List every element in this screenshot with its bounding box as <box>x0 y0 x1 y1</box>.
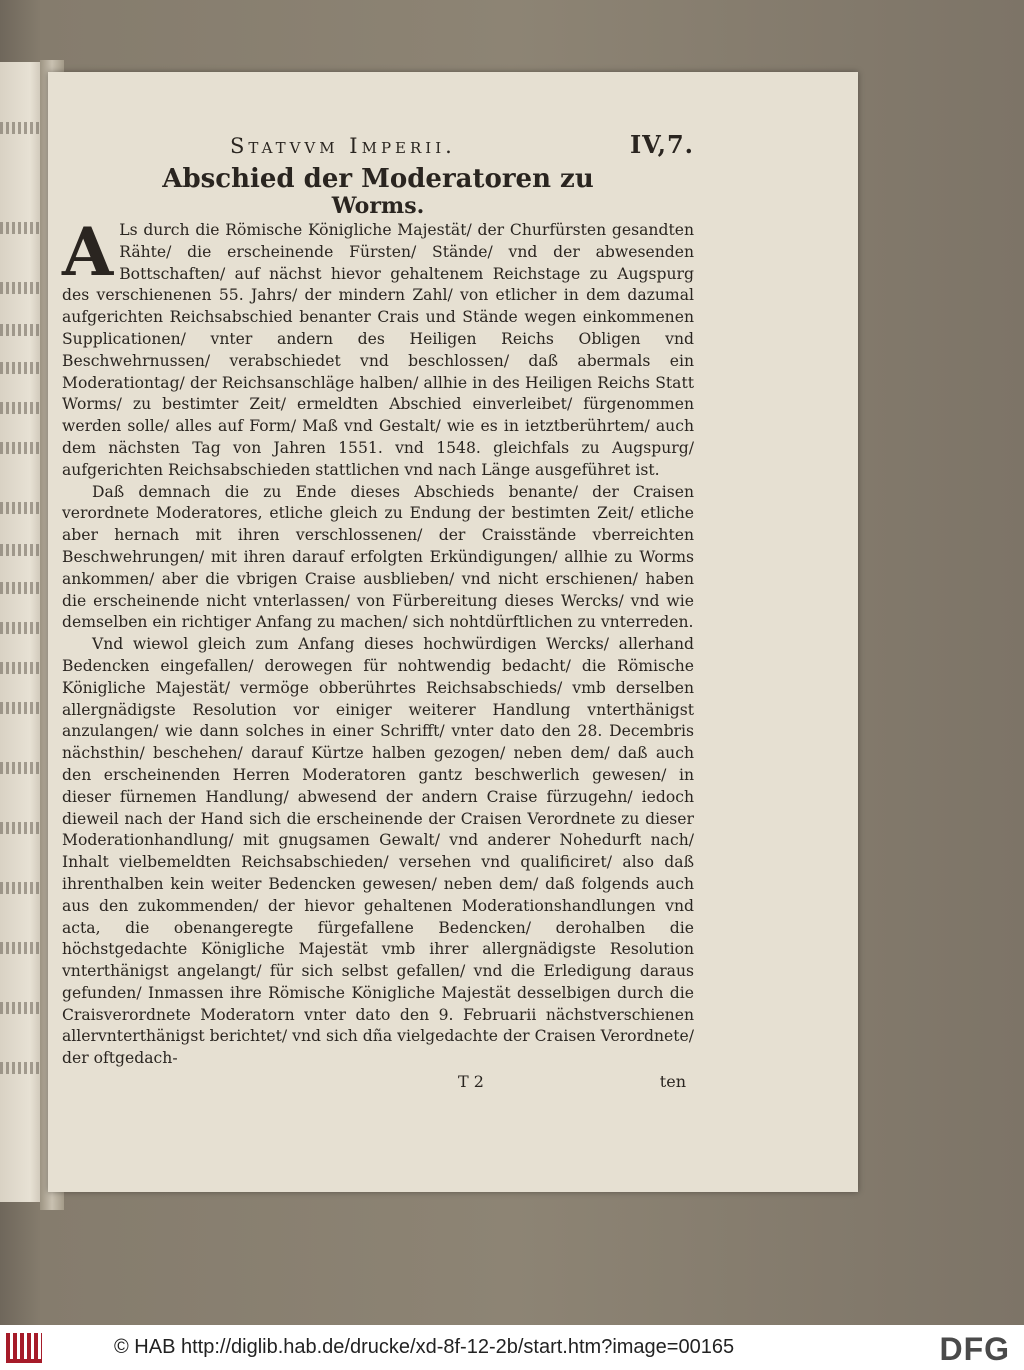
body-text <box>62 213 694 1070</box>
hab-logo-icon <box>6 1333 42 1363</box>
section-subheading: Worms. <box>331 193 425 219</box>
section-heading: Abschied der Moderatoren zu <box>162 164 594 194</box>
paragraph-1-text: Ls durch die Römische Königliche Majestät/ der Churfürsten gesandten Rähte/ die erscheinende Fürsten/ Stände/ vnd der abwesenden Bottschaften/ auf nächst hievor gehaltenem Reichstage zu Augspurg des verschienenen 55. Jahrs/ der mindern Zahl/ von etlicher in dem dazumal aufgerichten Reichsabschied benanter Crais und Stände wegen einkommenen Supplicationen/ vnter andern des Heiligen Reichs Obligen vnd Beschwehrnussen/ verabschiedet vnd beschlossen/ daß abermals ein Moderationtag/ der Reichsanschläge halben/ allhie in des Heiligen Reichs Statt Worms/ zu bestimter Zeit/ ermeldten Abschied einverleibet/ fürgenommen werden solle/ alles auf Form/ Maß vnd Gestalt/ wie es in ietztberührtem/ auch dem nächsten Tag von Jahren 1551. vnd 1548. gleichfals zu Augspurg/ aufgerichten Reichsabschieden stattlichen vnd nach Länge ausgeführet ist. <box>62 221 694 479</box>
copyright-url[interactable]: © HAB http://diglib.hab.de/drucke/xd-8f-12-2b/start.htm?image=00165 <box>114 1336 735 1358</box>
drop-initial: A <box>62 213 114 291</box>
paragraph-3: Vnd wiewol gleich zum Anfang dieses hochwürdigen Wercks/ allerhand Bedencken eingefallen/ derowegen für nohtwendig bedacht/ die Römische Königliche Majestät/ vermöge obberührtes Reichsabschieds/ vmb derselben allergnädigste Resolution vor einiger weiterer Handlung vnterthänigst anzulangen/ wie dann solches in einer Schrifft/ vnter dato den 28. Decembris nächsthin/ beschehen/ darauf Kürtze halben gezogen/ neben dem/ daß auch den erscheinenden Herren Moderatoren gantz beschwerlich gewesen/ in dieser fürnemen Handlung/ abwesend der andern Craise fürzugehn/ iedoch dieweil nach der Hand sich die erscheinende der Craisen Verordnete zu dieser Moderationhandlung/ mit gnugsamen Gewalt/ vnd anderer Nohedurft nach/ Inhalt vielbemeldten Reichsabschieden/ versehen vnd qualificiret/ also daß ihrenthalben kein weiter Bedencken gewesen/ neben dem/ daß folgends auch aus den zukommenden/ der hievor gehaltenen Moderationshandlungen vnd acta, die obenangeregte fürgefallene Bedencken/ derohalben die höchstgedachte Königliche Majestät vmb ihrer allergnädigste Resolution vnterthänigst angelangt/ für sich selbst gefallen/ vnd die Erledigung daraus gefunden/ Inmassen ihre Römische Königliche Majestät desselbigen durch die Craisverordnete Moderatorn vnter dato den 9. Februarii nächstverschienen allervnterthänigst berichtet/ vnd sich dña vielgedachte der Craisen Verordnete/ der oftgedach- <box>62 635 694 1068</box>
scanned-page <box>48 72 858 1192</box>
running-head <box>62 130 694 160</box>
page-signature-line <box>62 1072 694 1091</box>
footer-bar <box>0 1325 1024 1370</box>
paragraph-2: Daß demnach die zu Ende dieses Abschieds benante/ der Craisen verordnete Moderatores, etliche gleich zu Endung der bestimten Zeit/ etliche aber hernach mit ihren verschlossenen/ der Craisstände vberreichten Beschwehrungen/ mit ihren darauf erfolgten Erkündigungen/ allhie zu Worms ankommen/ aber die vbrigen Craise ausblieben/ vnd nicht erschienen/ haben die erscheinende nicht vnterlassen/ von Fürbereitung dieses Wercks/ vnd wie demselben ein richtiger Anfang zu machen/ sich nohtdürftlichen zu vnterreden. <box>62 482 694 632</box>
catchword: ten <box>659 1072 686 1092</box>
paragraph-1 <box>62 213 694 482</box>
running-head-title: Statvvm Imperii. <box>230 134 456 158</box>
folio-number: IV,7. <box>629 130 694 159</box>
page-content <box>62 130 694 1091</box>
signature-mark: T 2 <box>458 1072 484 1092</box>
dfg-logo: DFG <box>939 1331 1010 1367</box>
